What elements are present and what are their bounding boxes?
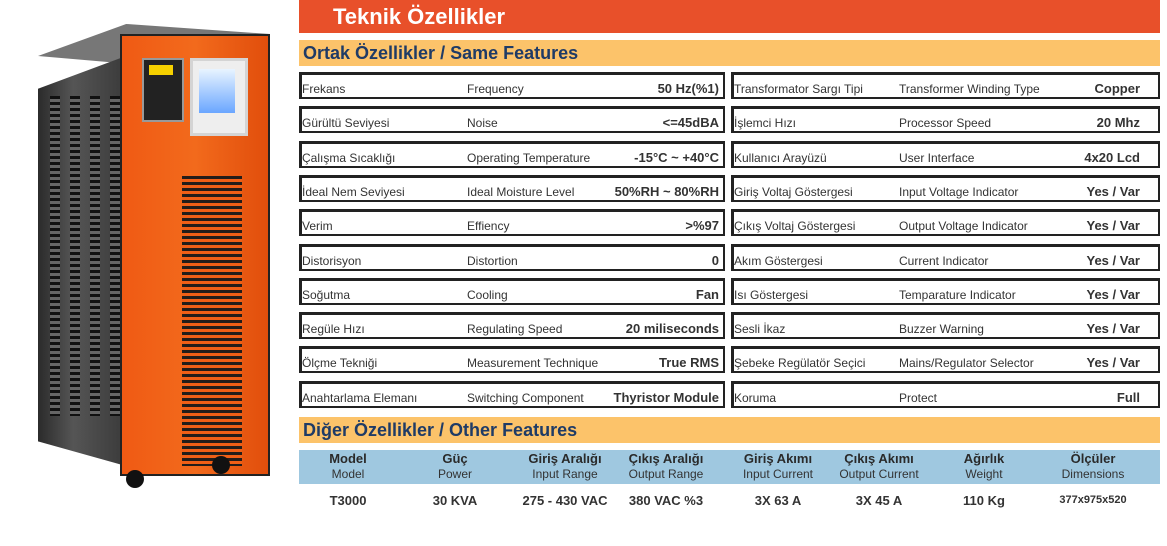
lcd-screen (199, 69, 235, 113)
spec-value: Yes / Var (1086, 321, 1140, 336)
spec-label-en: Distortion (467, 254, 518, 268)
spec-label-tr: Giriş Voltaj Göstergesi (734, 185, 853, 199)
spec-label-tr: Çıkış Voltaj Göstergesi (734, 219, 856, 233)
spec-label-en: Frequency (467, 82, 524, 96)
spec-row-right (731, 209, 1160, 236)
spec-value: 20 Mhz (1096, 115, 1140, 130)
spec-label-tr: Distorisyon (302, 254, 362, 268)
col-header-tr: Ağırlık (963, 451, 1005, 466)
col-header-en: Input Current (742, 467, 814, 481)
spec-label-tr: Anahtarlama Elemanı (302, 391, 418, 405)
other-table-header (299, 450, 1160, 484)
section-other (299, 417, 1160, 443)
spec-value: Copper (1094, 81, 1140, 96)
section-common-title: Ortak Özellikler / Same Features (303, 43, 579, 63)
side-vent (70, 96, 80, 416)
col-header-en: Output Range (628, 467, 704, 481)
spec-label-tr: Koruma (734, 391, 777, 405)
spec-row-left (299, 72, 725, 99)
other-col-header (611, 450, 721, 481)
col-header-en: Power (437, 467, 472, 481)
spec-value: Yes / Var (1086, 253, 1140, 268)
other-col-value: 3X 63 A (754, 493, 802, 508)
spec-row-right (731, 244, 1160, 271)
spec-label-en: Mains/Regulator Selector (899, 356, 1034, 370)
wheel-icon (126, 470, 144, 488)
spec-row-right (731, 72, 1160, 99)
switch-panel (142, 58, 184, 122)
title-bar (299, 0, 1160, 33)
spec-value: 4x20 Lcd (1084, 150, 1140, 165)
spec-value: True RMS (659, 355, 719, 370)
spec-label-tr: İşlemci Hızı (734, 116, 797, 130)
page-title: Teknik Özellikler (333, 4, 506, 29)
spec-label-tr: Sesli İkaz (734, 322, 786, 336)
col-header-tr: Giriş Aralığı (528, 451, 602, 466)
spec-label-en: Effiency (467, 219, 510, 233)
spec-row-right (731, 278, 1160, 305)
spec-label-en: Output Voltage Indicator (899, 219, 1028, 233)
spec-row-left (299, 346, 725, 373)
spec-label-tr: Şebeke Regülatör Seçici (734, 356, 866, 370)
spec-label-tr: Akım Göstergesi (734, 254, 823, 268)
side-vent (110, 96, 120, 416)
spec-row-right (731, 106, 1160, 133)
spec-label-tr: Isı Göstergesi (734, 288, 809, 302)
spec-label-en: Ideal Moisture Level (467, 185, 575, 199)
col-header-tr: Ölçüler (1070, 451, 1116, 466)
spec-label-en: Cooling (467, 288, 508, 302)
spec-value: 50%RH ~ 80%RH (614, 184, 719, 199)
col-header-tr: Çıkış Aralığı (628, 451, 704, 466)
spec-label-tr: İdeal Nem Seviyesi (302, 185, 405, 199)
display-panel (190, 58, 248, 136)
spec-label-tr: Çalışma Sıcaklığı (302, 151, 396, 165)
other-col-value: 30 KVA (432, 493, 478, 508)
other-col-value: T3000 (329, 493, 367, 508)
side-vent (90, 96, 100, 416)
other-col-value: 110 Kg (963, 493, 1005, 508)
spec-value: Yes / Var (1086, 287, 1140, 302)
spec-label-en: Operating Temperature (467, 151, 591, 165)
col-header-en: Model (331, 467, 365, 481)
spec-label-en: Current Indicator (899, 254, 989, 268)
warning-label-icon (149, 65, 173, 75)
spec-value: 0 (711, 253, 719, 268)
spec-row-right (731, 381, 1160, 408)
spec-row-left (299, 312, 725, 339)
spec-row-left (299, 244, 725, 271)
cabinet-side (38, 56, 126, 466)
spec-row-right (731, 141, 1160, 168)
spec-label-tr: Regüle Hızı (302, 322, 365, 336)
spec-label-tr: Verim (302, 219, 333, 233)
spec-label-en: Noise (467, 116, 498, 130)
other-col-value: 380 VAC %3 (628, 493, 704, 508)
spec-value: Full (1116, 390, 1140, 405)
spec-label-en: Switching Component (467, 391, 584, 405)
spec-value: Yes / Var (1086, 355, 1140, 370)
spec-row-left (299, 141, 725, 168)
other-col-header (510, 450, 620, 481)
spec-value: <=45dBA (662, 115, 719, 130)
other-col-value: 3X 45 A (855, 493, 903, 508)
spec-value: Fan (695, 287, 719, 302)
spec-label-en: Buzzer Warning (899, 322, 984, 336)
spec-value: Yes / Var (1086, 184, 1140, 199)
other-col-value: 275 - 430 VAC (522, 493, 608, 508)
spec-label-en: Transformer Winding Type (899, 82, 1040, 96)
spec-label-tr: Frekans (302, 82, 346, 96)
spec-label-tr: Ölçme Tekniği (302, 356, 378, 370)
spec-label-tr: Gürültü Seviyesi (302, 116, 390, 130)
col-header-tr: Giriş Akımı (743, 451, 813, 466)
col-header-tr: Çıkış Akımı (844, 451, 914, 466)
spec-label-en: User Interface (899, 151, 975, 165)
spec-row-right (731, 175, 1160, 202)
other-col-header (1038, 450, 1148, 481)
col-header-tr: Model (329, 451, 367, 466)
spec-value: Yes / Var (1086, 218, 1140, 233)
spec-label-tr: Kullanıcı Arayüzü (734, 151, 827, 165)
other-col-value: 377x975x520 (1059, 494, 1127, 506)
side-vent (50, 96, 60, 416)
spec-value: 50 Hz(%1) (657, 81, 719, 96)
col-header-en: Output Current (839, 467, 919, 481)
wheel-icon (212, 456, 230, 474)
section-common (299, 40, 1160, 66)
spec-row-left (299, 175, 725, 202)
spec-row-left (299, 106, 725, 133)
other-col-header (400, 450, 510, 481)
spec-label-en: Measurement Technique (467, 356, 599, 370)
spec-row-right (731, 312, 1160, 339)
spec-value: -15°C ~ +40°C (634, 150, 719, 165)
spec-row-left (299, 278, 725, 305)
col-header-en: Dimensions (1061, 467, 1125, 481)
col-header-en: Weight (965, 467, 1003, 481)
spec-label-tr: Transformator Sargı Tipi (734, 82, 863, 96)
spec-label-en: Protect (899, 391, 938, 405)
spec-row-right (731, 346, 1160, 373)
spec-label-tr: Soğutma (302, 288, 351, 302)
spec-label-en: Processor Speed (899, 116, 992, 130)
spec-label-en: Input Voltage Indicator (899, 185, 1019, 199)
section-other-title: Diğer Özellikler / Other Features (303, 420, 578, 440)
other-col-header (824, 450, 934, 481)
other-col-header (723, 450, 833, 481)
front-vent (182, 176, 242, 466)
spec-value: >%97 (685, 218, 719, 233)
spec-row-left (299, 209, 725, 236)
col-header-en: Input Range (532, 467, 598, 481)
spec-value: Thyristor Module (613, 390, 719, 405)
product-image (30, 18, 275, 488)
other-col-header (929, 450, 1039, 481)
cabinet-front (120, 34, 270, 476)
spec-label-en: Regulating Speed (467, 322, 563, 336)
spec-value: 20 miliseconds (625, 321, 719, 336)
col-header-tr: Güç (442, 451, 468, 466)
other-col-header (293, 450, 403, 481)
spec-label-en: Temparature Indicator (899, 288, 1016, 302)
spec-row-left (299, 381, 725, 408)
